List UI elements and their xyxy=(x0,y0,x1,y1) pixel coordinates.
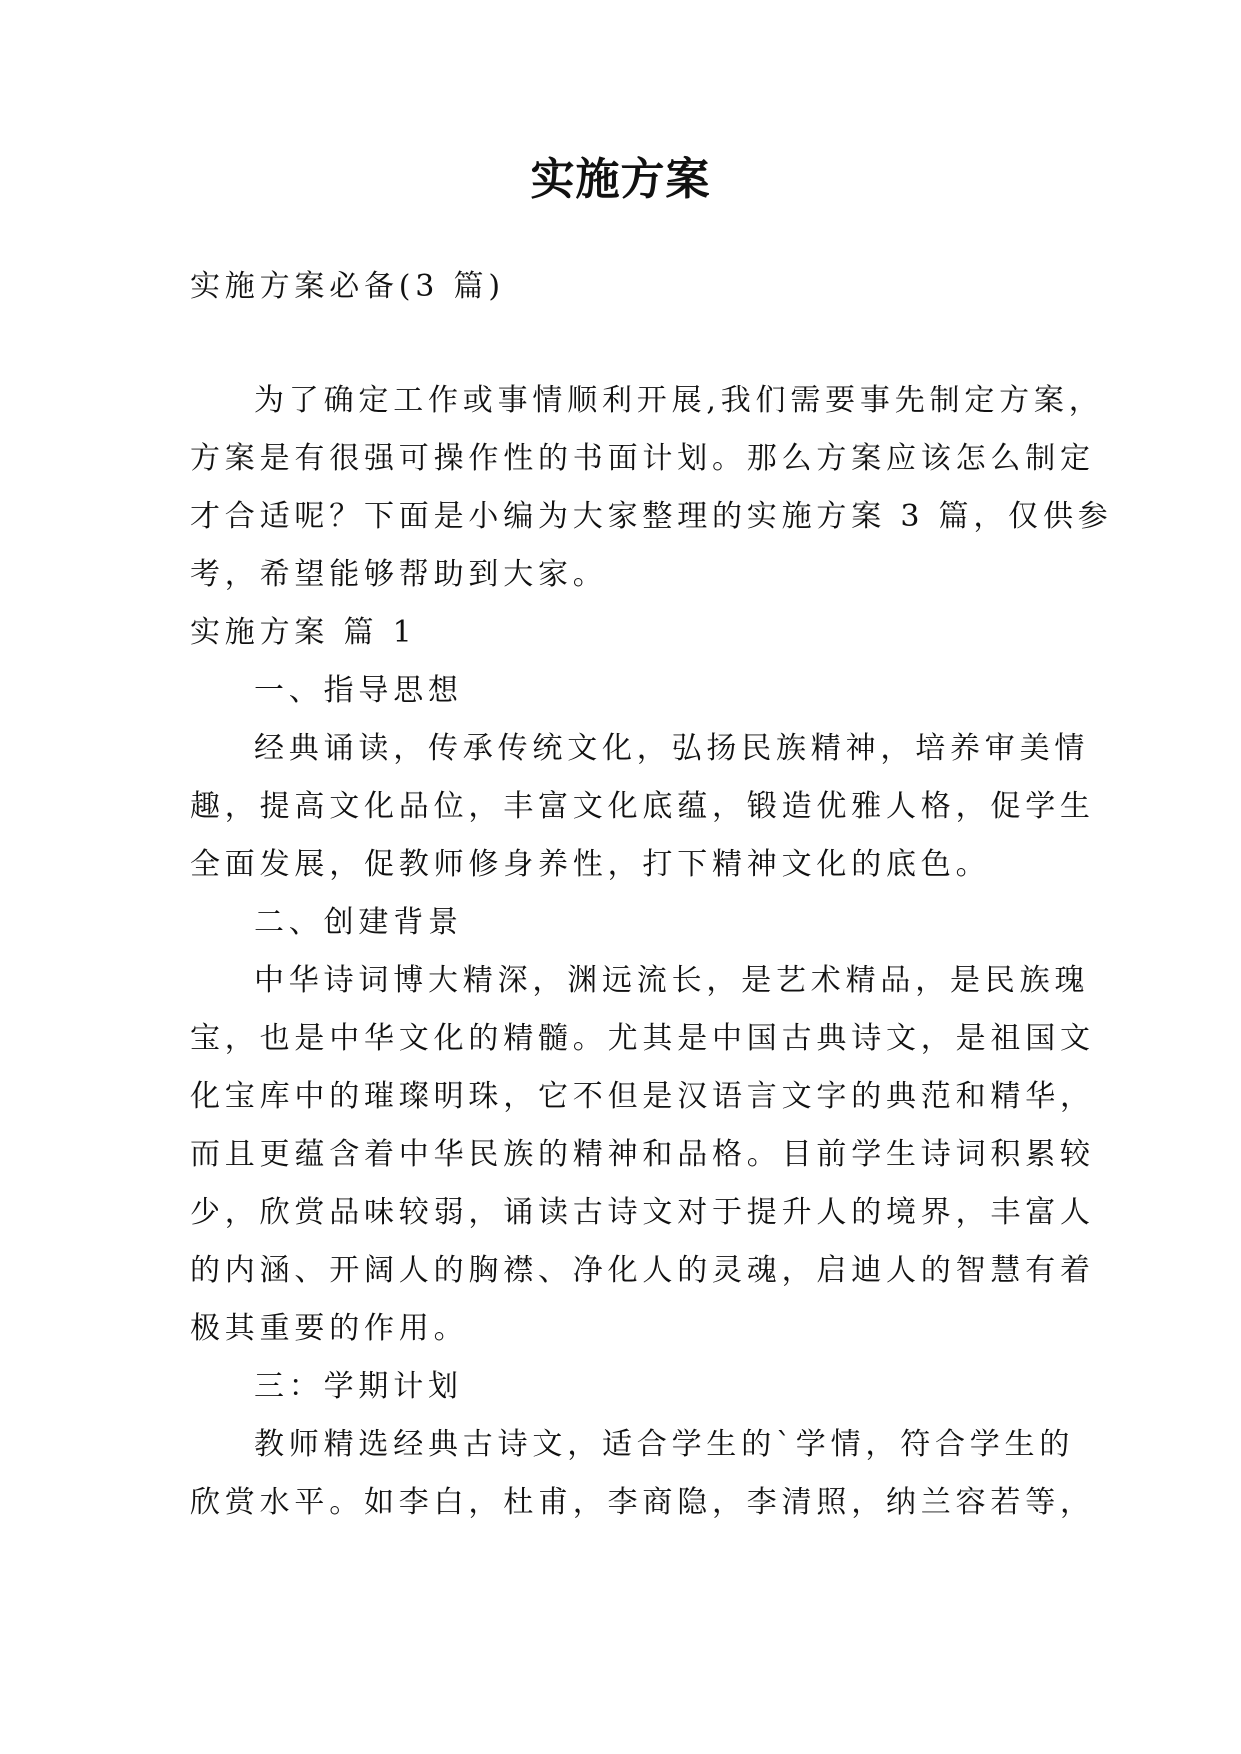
body-line: 实施方案 篇 1 xyxy=(190,615,417,650)
body-line: 的内涵、开阔人的胸襟、净化人的灵魂，启迪人的智慧有着 xyxy=(190,1253,1095,1288)
body-line: 经典诵读，传承传统文化，弘扬民族精神，培养审美情 xyxy=(254,731,1090,766)
body-line: 而且更蕴含着中华民族的精神和品格。目前学生诗词积累较 xyxy=(190,1137,1095,1172)
body-line: 为了确定工作或事情顺利开展,我们需要事先制定方案， xyxy=(254,383,1104,418)
body-line: 趣，提高文化品位，丰富文化底蕴，锻造优雅人格，促学生 xyxy=(190,789,1095,824)
document-body xyxy=(190,258,1113,1532)
body-line: 极其重要的作用。 xyxy=(190,1311,469,1346)
body-line: 考，希望能够帮助到大家。 xyxy=(190,557,608,592)
document-subtitle: 实施方案必备(3 篇) xyxy=(190,269,505,304)
body-line: 中华诗词博大精深，渊远流长，是艺术精品，是民族瑰 xyxy=(254,963,1090,998)
body-line: 宝，也是中华文化的精髓。尤其是中国古典诗文，是祖国文 xyxy=(190,1021,1095,1056)
document-title: 实施方案 xyxy=(530,154,711,205)
body-line: 方案是有很强可操作性的书面计划。那么方案应该怎么制定 xyxy=(190,441,1095,476)
body-line: 全面发展，促教师修身养性，打下精神文化的底色。 xyxy=(190,847,991,882)
body-line: 欣赏水平。如李白，杜甫，李商隐，李清照，纳兰容若等， xyxy=(190,1485,1095,1520)
body-line: 少，欣赏品味较弱，诵读古诗文对于提升人的境界，丰富人 xyxy=(190,1195,1095,1230)
body-line: 教师精选经典古诗文，适合学生的`学情，符合学生的 xyxy=(254,1427,1075,1462)
body-line: 二、创建背景 xyxy=(254,905,463,940)
body-line: 三：学期计划 xyxy=(254,1369,463,1404)
body-lines xyxy=(190,372,1113,1532)
body-line: 才合适呢？下面是小编为大家整理的实施方案 3 篇，仅供参 xyxy=(190,499,1113,534)
body-line: 一、指导思想 xyxy=(254,673,463,708)
paragraph-spacer xyxy=(190,316,1052,372)
body-line: 化宝库中的璀璨明珠，它不但是汉语言文字的典范和精华， xyxy=(190,1079,1095,1114)
